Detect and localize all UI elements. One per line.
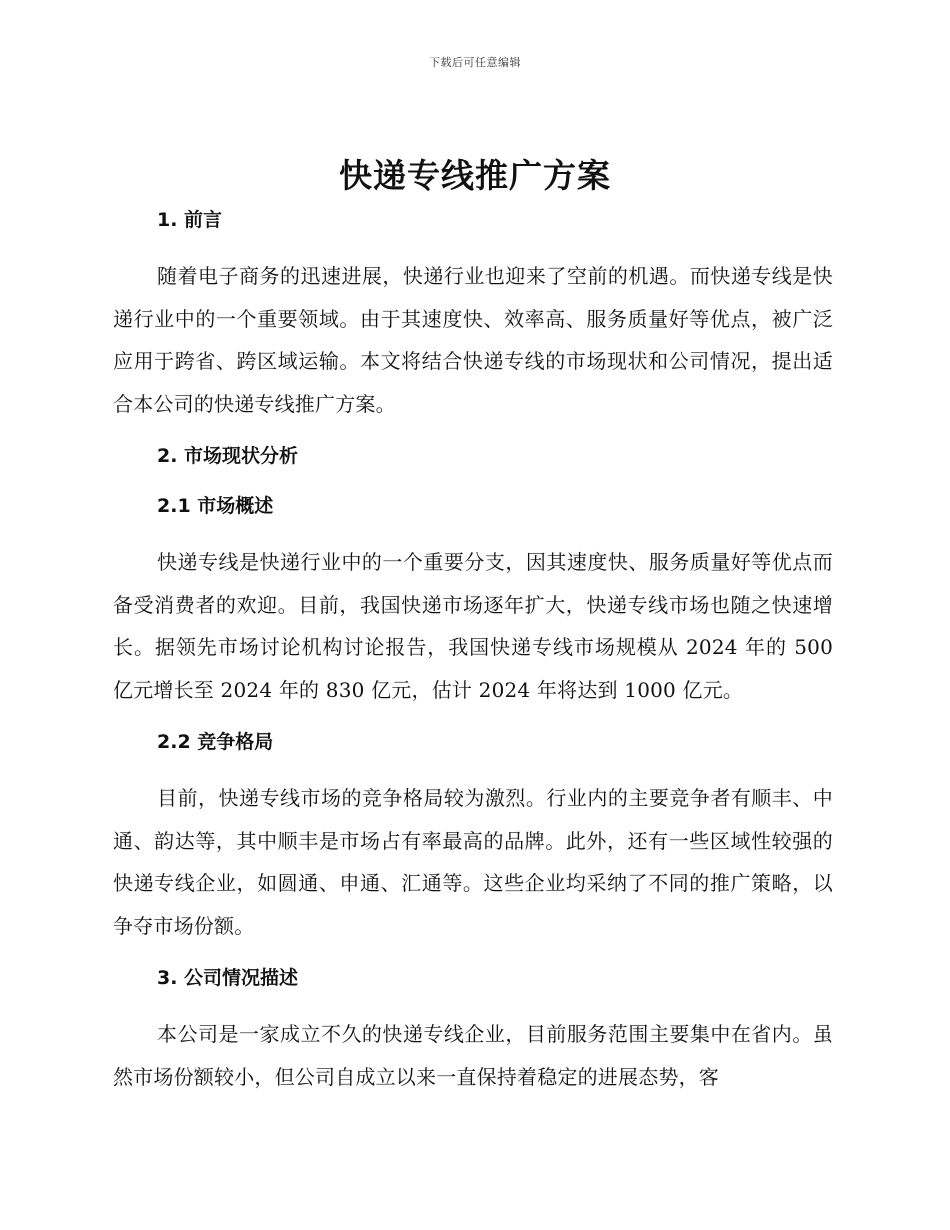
document-title: 快递专线推广方案 — [339, 156, 611, 195]
section-heading-competition: 2.2 竞争格局 — [157, 731, 274, 753]
section-paragraph-market-overview: 快递专线是快递行业中的一个重要分支，因其速度快、服务质量好等优点而备受消费者的欢迎。目前，我国快递市场逐年扩大，快递专线市场也随之快速增长。据领先市场讨论机构讨论报告，我国快递专线市场规模从 2024 年的 500 亿元增长至 2024 年的 830 亿元，估计 2024 年将达到 1000 亿元。 — [113, 550, 833, 702]
section-paragraph-company: 本公司是一家成立不久的快递专线企业，目前服务范围主要集中在省内。虽然市场份额较小，但公司自成立以来一直保持着稳定的进展态势，客 — [113, 1022, 833, 1089]
document-body — [113, 205, 833, 1098]
section-paragraph-preface: 随着电子商务的迅速进展，快递行业也迎来了空前的机遇。而快递专线是快递行业中的一个重要领域。由于其速度快、效率高、服务质量好等优点，被广泛应用于跨省、跨区域运输。本文将结合快递专线的市场现状和公司情况，提出适合本公司的快递专线推广方案。 — [113, 264, 833, 416]
page-header-note: 下载后可任意编辑 — [429, 56, 521, 69]
section-heading-market-overview: 2.1 市场概述 — [157, 495, 274, 517]
section-heading-company: 3. 公司情况描述 — [157, 967, 299, 989]
section-heading-preface: 1. 前言 — [157, 209, 223, 231]
section-heading-market-analysis: 2. 市场现状分析 — [157, 445, 299, 467]
section-paragraph-competition: 目前，快递专线市场的竞争格局较为激烈。行业内的主要竞争者有顺丰、中通、韵达等，其中顺丰是市场占有率最高的品牌。此外，还有一些区域性较强的快递专线企业，如圆通、申通、汇通等。这些企业均采纳了不同的推广策略，以争夺市场份额。 — [113, 786, 833, 938]
